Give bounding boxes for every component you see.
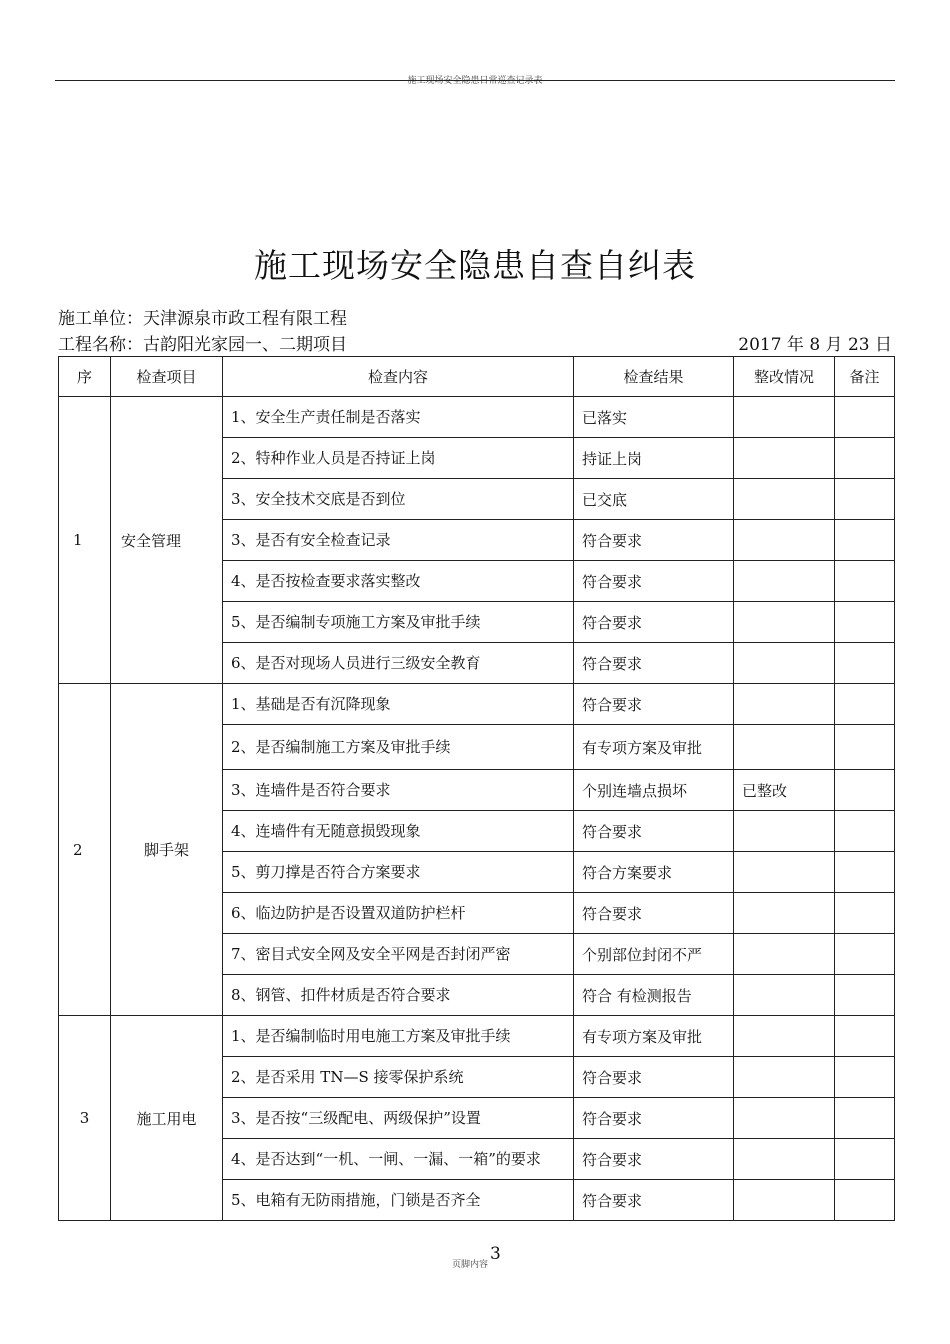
table-row <box>59 684 895 725</box>
footer-text: 页脚内容 <box>452 1260 489 1270</box>
row-result: 符合要求 <box>574 811 734 852</box>
group-category: 脚手架 <box>111 684 223 1016</box>
row-note <box>835 1098 895 1139</box>
row-rectify: 已整改 <box>734 770 835 811</box>
row-note <box>835 893 895 934</box>
row-rectify <box>734 1098 835 1139</box>
row-content: 2、是否编制施工方案及审批手续 <box>223 725 574 770</box>
row-note <box>835 1180 895 1221</box>
row-note <box>835 602 895 643</box>
row-content: 5、电箱有无防雨措施，门锁是否齐全 <box>223 1180 574 1221</box>
table-row <box>59 397 895 438</box>
row-note <box>835 561 895 602</box>
row-content: 1、是否编制临时用电施工方案及审批手续 <box>223 1016 574 1057</box>
document-title: 施工现场安全隐患自查自纠表 <box>254 246 696 285</box>
construction-unit: 施工单位：天津源泉市政工程有限工程 <box>58 309 347 329</box>
row-result: 个别部位封闭不严 <box>574 934 734 975</box>
row-content: 7、密目式安全网及安全平网是否封闭严密 <box>223 934 574 975</box>
table-header-row <box>59 357 895 397</box>
row-rectify <box>734 479 835 520</box>
row-result: 符合要求 <box>574 520 734 561</box>
group-seq: 3 <box>59 1016 111 1221</box>
row-result: 持证上岗 <box>574 438 734 479</box>
row-content: 6、是否对现场人员进行三级安全教育 <box>223 643 574 684</box>
row-result: 符合要求 <box>574 561 734 602</box>
row-result: 符合要求 <box>574 1057 734 1098</box>
row-note <box>835 934 895 975</box>
row-result: 有专项方案及审批 <box>574 1016 734 1057</box>
row-content: 3、安全技术交底是否到位 <box>223 479 574 520</box>
row-rectify <box>734 1057 835 1098</box>
row-result: 符合要求 <box>574 893 734 934</box>
row-note <box>835 520 895 561</box>
row-content: 3、连墙件是否符合要求 <box>223 770 574 811</box>
row-rectify <box>734 438 835 479</box>
row-rectify <box>734 893 835 934</box>
row-note <box>835 397 895 438</box>
header-rule <box>55 80 895 81</box>
row-result: 符合要求 <box>574 643 734 684</box>
row-rectify <box>734 684 835 725</box>
row-rectify <box>734 561 835 602</box>
header-result: 检查结果 <box>574 357 734 397</box>
row-result: 符合要求 <box>574 1180 734 1221</box>
running-header: 施工现场安全隐患日常巡查记录表 <box>407 76 543 86</box>
row-note <box>835 770 895 811</box>
row-content: 2、特种作业人员是否持证上岗 <box>223 438 574 479</box>
header-note: 备注 <box>835 357 895 397</box>
row-note <box>835 811 895 852</box>
row-result: 符合要求 <box>574 1139 734 1180</box>
row-content: 6、临边防护是否设置双道防护栏杆 <box>223 893 574 934</box>
row-result: 已落实 <box>574 397 734 438</box>
table-row <box>59 1016 895 1057</box>
project-name: 工程名称：古韵阳光家园一、二期项目 <box>58 335 347 355</box>
row-rectify <box>734 602 835 643</box>
row-content: 5、是否编制专项施工方案及审批手续 <box>223 602 574 643</box>
row-result: 符合要求 <box>574 1098 734 1139</box>
row-rectify <box>734 975 835 1016</box>
header-rectify: 整改情况 <box>734 357 835 397</box>
group-category: 施工用电 <box>111 1016 223 1221</box>
header-content: 检查内容 <box>223 357 574 397</box>
row-content: 1、基础是否有沉降现象 <box>223 684 574 725</box>
group-category: 安全管理 <box>111 397 223 684</box>
row-rectify <box>734 643 835 684</box>
row-content: 4、是否达到“一机、一闸、一漏、一箱”的要求 <box>223 1139 574 1180</box>
page-number: 3 <box>490 1244 501 1264</box>
row-content: 4、是否按检查要求落实整改 <box>223 561 574 602</box>
row-result: 符合要求 <box>574 684 734 725</box>
inspection-date: 2017 年 8 月 23 日 <box>738 335 892 355</box>
row-note <box>835 684 895 725</box>
row-rectify <box>734 520 835 561</box>
row-rectify <box>734 1139 835 1180</box>
row-content: 3、是否按“三级配电、两级保护”设置 <box>223 1098 574 1139</box>
row-note <box>835 1057 895 1098</box>
row-note <box>835 1016 895 1057</box>
row-content: 3、是否有安全检查记录 <box>223 520 574 561</box>
header-seq: 序 <box>59 357 111 397</box>
row-note <box>835 852 895 893</box>
row-note <box>835 1139 895 1180</box>
row-content: 4、连墙件有无随意损毁现象 <box>223 811 574 852</box>
row-content: 2、是否采用 TN—S 接零保护系统 <box>223 1057 574 1098</box>
row-note <box>835 438 895 479</box>
row-content: 5、剪刀撑是否符合方案要求 <box>223 852 574 893</box>
row-content: 1、安全生产责任制是否落实 <box>223 397 574 438</box>
row-result: 符合 有检测报告 <box>574 975 734 1016</box>
row-rectify <box>734 725 835 770</box>
row-rectify <box>734 811 835 852</box>
row-rectify <box>734 934 835 975</box>
header-item: 检查项目 <box>111 357 223 397</box>
row-rectify <box>734 852 835 893</box>
inspection-table <box>58 356 895 1221</box>
row-note <box>835 643 895 684</box>
row-note <box>835 975 895 1016</box>
row-result: 已交底 <box>574 479 734 520</box>
row-rectify <box>734 1016 835 1057</box>
row-result: 有专项方案及审批 <box>574 725 734 770</box>
group-seq: 2 <box>59 684 111 1016</box>
row-note <box>835 479 895 520</box>
row-rectify <box>734 1180 835 1221</box>
row-note <box>835 725 895 770</box>
row-result: 个别连墙点损坏 <box>574 770 734 811</box>
group-seq: 1 <box>59 397 111 684</box>
row-content: 8、钢管、扣件材质是否符合要求 <box>223 975 574 1016</box>
row-result: 符合方案要求 <box>574 852 734 893</box>
row-result: 符合要求 <box>574 602 734 643</box>
row-rectify <box>734 397 835 438</box>
